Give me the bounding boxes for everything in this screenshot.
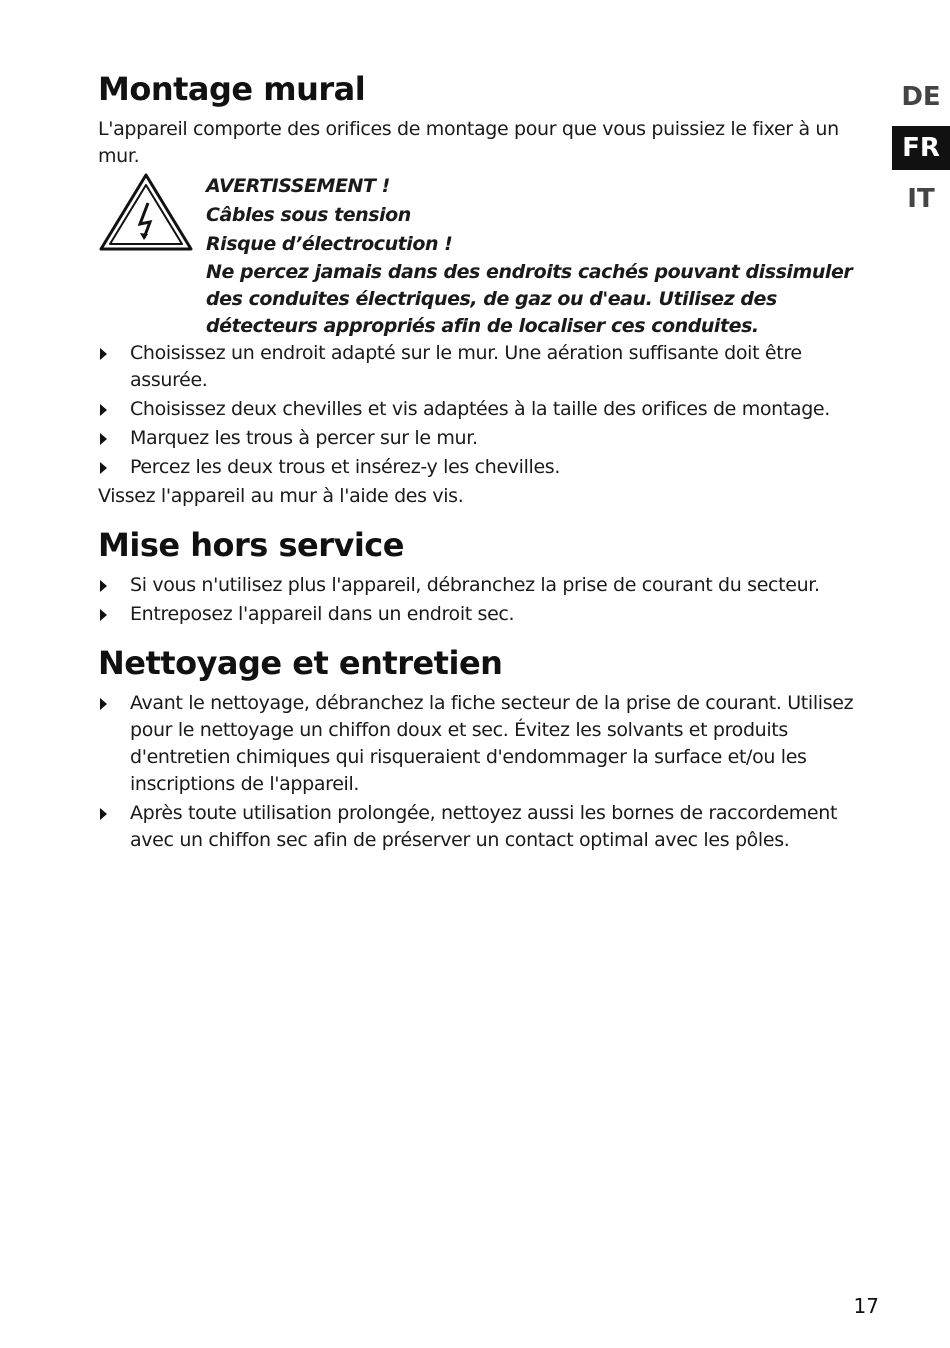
warning-hazard: Câbles sous tension [206, 204, 411, 226]
mise-hors-service-steps [98, 572, 868, 628]
bullet-arrow-icon [100, 698, 107, 710]
page-content [98, 62, 868, 856]
list-item: Entreposez l'appareil dans un endroit sec. [98, 601, 868, 628]
montage-intro: L'appareil comporte des orifices de montage pour que vous puissiez le fixer à un mur. [98, 118, 839, 167]
language-tab-de: DE [901, 82, 941, 112]
list-item: Choisissez deux chevilles et vis adaptées à la taille des orifices de montage. [98, 396, 868, 423]
bullet-arrow-icon [100, 348, 107, 360]
list-item: Choisissez un endroit adapté sur le mur. Une aération suffisante doit être assurée. [98, 340, 868, 394]
language-tab-fr: FR [892, 126, 950, 170]
montage-outro: Vissez l'appareil au mur à l'aide des vis. [98, 485, 464, 507]
warning-block [98, 172, 868, 340]
section-title-nettoyage: Nettoyage et entretien [98, 644, 503, 682]
bullet-arrow-icon [100, 808, 107, 820]
list-item: Percez les deux trous et insérez-y les chevilles. [98, 454, 868, 481]
montage-steps [98, 340, 868, 481]
language-tabs [892, 75, 950, 228]
language-tab-it: IT [907, 184, 935, 214]
bullet-arrow-icon [100, 609, 107, 621]
bullet-arrow-icon [100, 404, 107, 416]
bullet-arrow-icon [100, 580, 107, 592]
warning-instruction: Ne percez jamais dans des endroits cachés pouvant dissimuler des conduites électriques, de gaz ou d'eau. Utilisez des détecteurs appropriés afin de localiser ces conduites. [206, 261, 853, 337]
section-mise-hors-service [98, 518, 868, 628]
page-number: 17 [853, 1294, 879, 1318]
list-item: Avant le nettoyage, débranchez la fiche secteur de la prise de courant. Utilisez pour le nettoyage un chiffon doux et sec. Évitez les solvants et produits d'entretien chimiques qui risqueraient d'endommager la surface et/ou les inscriptions de l'appareil. [98, 690, 868, 798]
list-item: Après toute utilisation prolongée, nettoyez aussi les bornes de raccordement avec un chiffon sec afin de préserver un contact optimal avec les pôles. [98, 800, 868, 854]
list-item: Si vous n'utilisez plus l'appareil, débranchez la prise de courant du secteur. [98, 572, 868, 599]
section-nettoyage [98, 636, 868, 854]
section-title-mise-hors-service: Mise hors service [98, 526, 404, 564]
bullet-arrow-icon [100, 462, 107, 474]
warning-text [206, 172, 868, 340]
list-item: Marquez les trous à percer sur le mur. [98, 425, 868, 452]
electric-shock-warning-icon [98, 172, 194, 252]
warning-heading: AVERTISSEMENT ! [206, 175, 390, 197]
section-title-montage: Montage mural [98, 70, 366, 108]
warning-risk: Risque d’électrocution ! [206, 233, 453, 255]
bullet-arrow-icon [100, 433, 107, 445]
nettoyage-steps [98, 690, 868, 854]
